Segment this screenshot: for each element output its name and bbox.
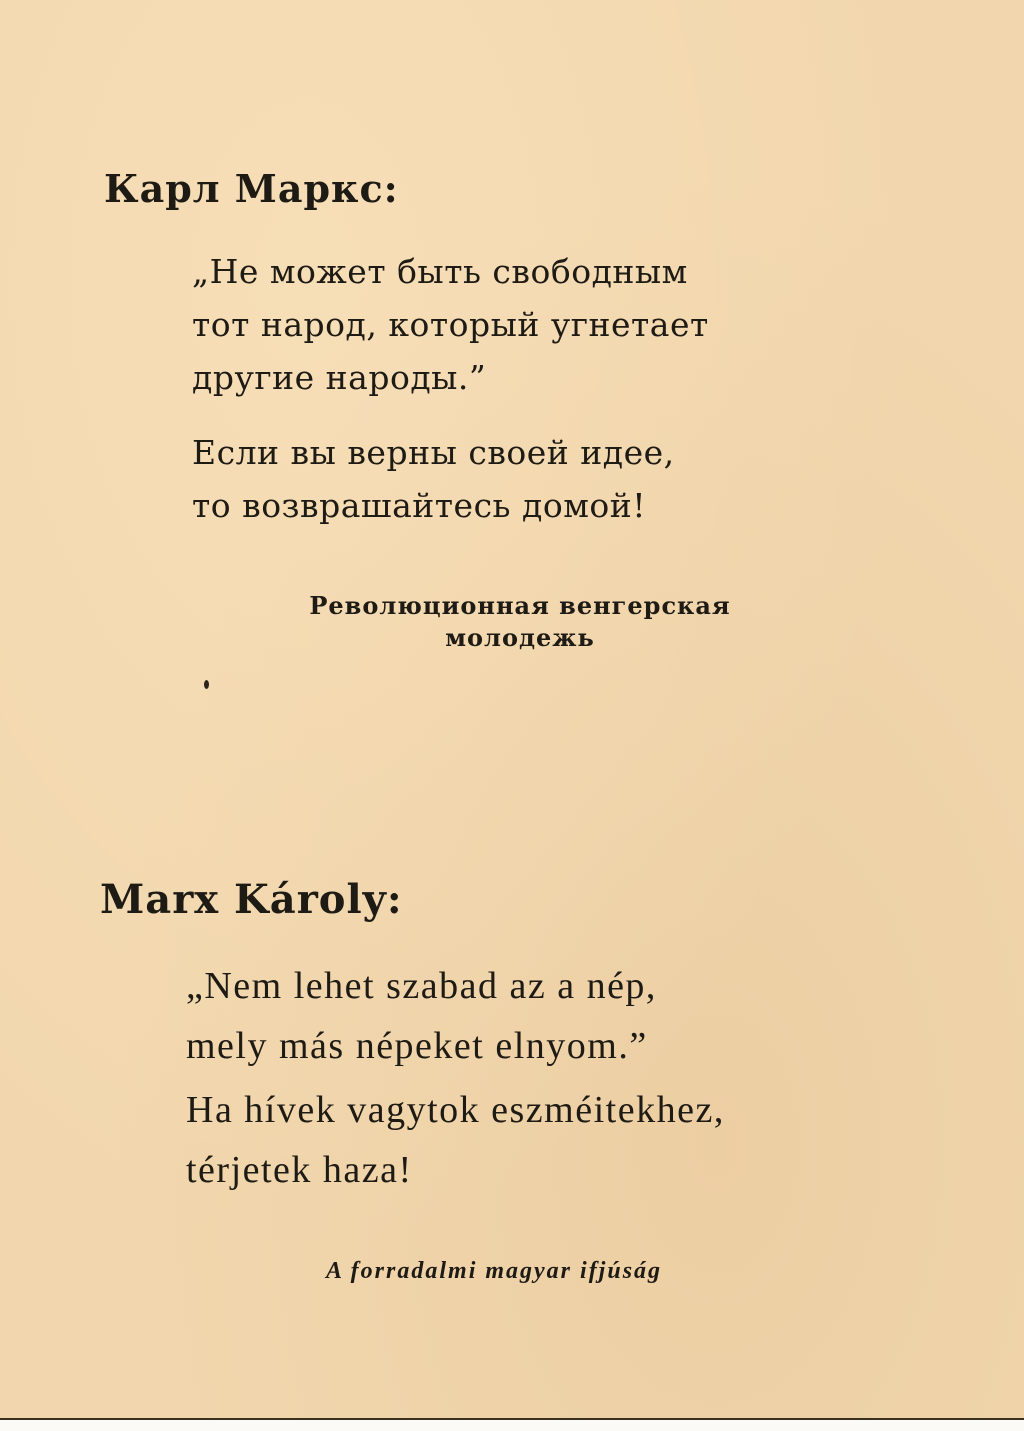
russian-signature-line: молодежь <box>445 623 595 652</box>
hungarian-heading: Marx Károly: <box>100 876 403 923</box>
russian-quote-line: тот народ, который угнетает <box>192 305 709 344</box>
russian-heading: Карл Маркс: <box>104 166 399 211</box>
hungarian-appeal <box>186 1080 725 1200</box>
hungarian-quote <box>186 956 657 1076</box>
russian-quote <box>192 245 709 404</box>
russian-appeal-line: Если вы верны своей идее, <box>192 433 675 472</box>
russian-quote-line: „Не может быть свободным <box>192 252 688 291</box>
hungarian-quote-line: mely más népeket elnyom.” <box>186 1025 648 1067</box>
hungarian-signature: A forradalmi magyar ifjúság <box>326 1258 663 1284</box>
russian-appeal <box>192 426 675 532</box>
russian-signature <box>230 590 810 654</box>
hungarian-appeal-line: Ha hívek vagytok eszméitekhez, <box>186 1089 725 1131</box>
hungarian-quote-line: „Nem lehet szabad az a nép, <box>186 965 657 1007</box>
russian-appeal-line: то возврашайтесь домой! <box>192 486 646 525</box>
hungarian-appeal-line: térjetek haza! <box>186 1149 413 1191</box>
russian-signature-line: Революционная венгерская <box>309 591 731 620</box>
paper-bottom-edge <box>0 1418 1024 1431</box>
russian-quote-line: другие народы.” <box>192 358 487 397</box>
ink-speck <box>204 680 209 689</box>
